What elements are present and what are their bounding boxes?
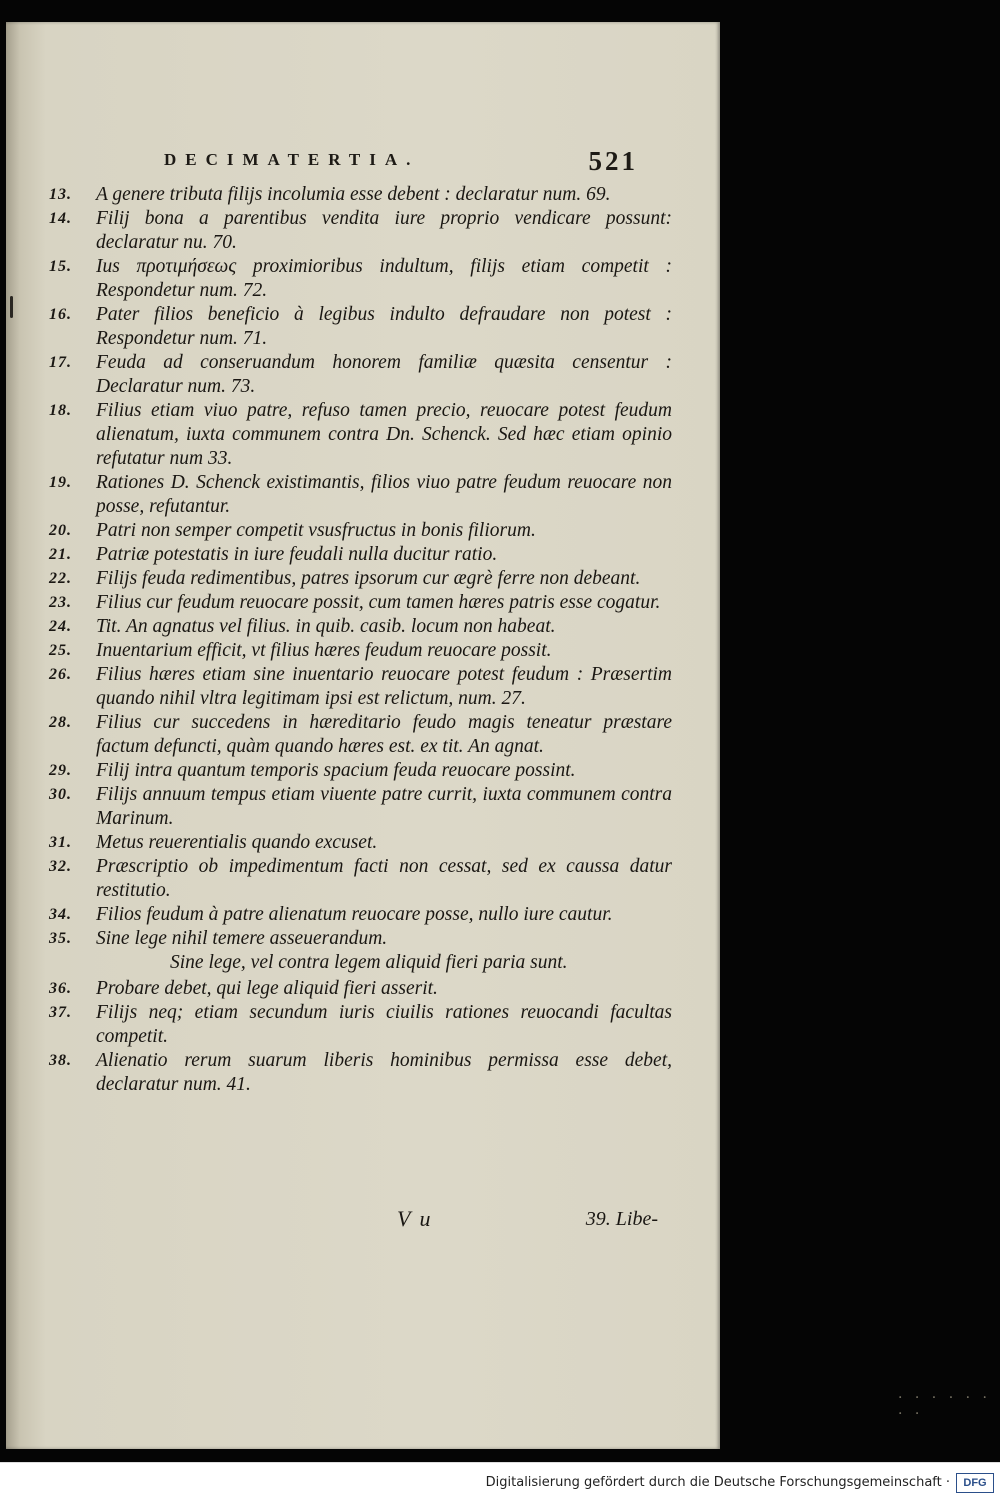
dfg-logo-icon[interactable]: DFG xyxy=(956,1473,994,1493)
entry-number: 29. xyxy=(49,762,72,779)
list-item xyxy=(42,543,672,567)
list-item xyxy=(42,183,672,207)
entry-number: 21. xyxy=(49,546,72,563)
entry-text: Filius etiam viuo patre, refuso tamen precio, reuocare potest feudum alienatum, iuxta communem contra Dn. Schenck. Sed hæc etiam opinio refutatur num 33. xyxy=(96,400,672,469)
catchword: 39. Libe- xyxy=(585,1208,658,1230)
entry-text: Rationes D. Schenck existimantis, filios viuo patre feudum reuocare non posse, refutantur. xyxy=(96,472,672,517)
entry-number: 16. xyxy=(49,306,72,323)
list-item xyxy=(42,567,672,591)
list-item xyxy=(42,1049,672,1097)
page-number: 521 xyxy=(588,146,638,176)
entry-text: Ius προτιμήσεως proximioribus indultum, filijs etiam competit : Respondetur num. 72. xyxy=(96,256,672,301)
entry-text: Patri non semper competit vsusfructus in bonis filiorum. xyxy=(96,520,536,541)
entry-text: Filijs neq; etiam secundum iuris ciuilis rationes reuocandi facultas competit. xyxy=(96,1002,672,1047)
running-head-title: DECIMATERTIA. xyxy=(164,150,420,169)
list-item xyxy=(42,663,672,711)
entry-number: 19. xyxy=(49,474,72,491)
list-item xyxy=(42,783,672,831)
list-item xyxy=(42,855,672,903)
entry-number: 32. xyxy=(49,858,72,875)
running-head xyxy=(164,146,638,176)
entry-number: 20. xyxy=(49,522,72,539)
entry-text: Pater filios beneficio à legibus indulto defraudare non potest : Respondetur num. 71. xyxy=(96,304,672,349)
entry-text: Metus reuerentialis quando excuset. xyxy=(96,832,378,853)
entry-number: 28. xyxy=(49,714,72,731)
entry-number: 15. xyxy=(49,258,72,275)
entry-number: 14. xyxy=(49,210,72,227)
summary-list xyxy=(42,183,672,1097)
entry-number: 35. xyxy=(49,930,72,947)
entry-number: 31. xyxy=(49,834,72,851)
list-item xyxy=(42,207,672,255)
entry-text: Filios feudum à patre alienatum reuocare posse, nullo iure cautur. xyxy=(96,904,613,925)
credit-text: Digitalisierung gefördert durch die Deutsche Forschungsgemeinschaft · xyxy=(485,1475,950,1490)
list-item xyxy=(42,711,672,759)
list-item xyxy=(42,1001,672,1049)
margin-mark xyxy=(10,296,13,318)
entry-number: 26. xyxy=(49,666,72,683)
entry-text: Inuentarium efficit, vt filius hæres feudum reuocare possit. xyxy=(96,640,552,661)
list-item-subentry xyxy=(42,951,672,975)
entry-number: 22. xyxy=(49,570,72,587)
entry-number: 13. xyxy=(49,186,72,203)
list-item xyxy=(42,927,672,951)
entry-number: 34. xyxy=(49,906,72,923)
entry-text: Filij intra quantum temporis spacium feuda reuocare possint. xyxy=(96,760,576,781)
list-item xyxy=(42,303,672,351)
page-footer xyxy=(42,1206,658,1236)
entry-number: 37. xyxy=(49,1004,72,1021)
signature-mark: V u xyxy=(397,1206,433,1231)
list-item xyxy=(42,639,672,663)
list-item xyxy=(42,471,672,519)
entry-text: Sine lege nihil temere asseuerandum. xyxy=(96,928,388,949)
entry-text: Alienatio rerum suarum liberis hominibus permissa esse debet, declaratur num. 41. xyxy=(96,1050,672,1095)
entry-text: Præscriptio ob impedimentum facti non cessat, sed ex caussa datur restitutio. xyxy=(96,856,672,901)
entry-text: Tit. An agnatus vel filius. in quib. casib. locum non habeat. xyxy=(96,616,556,637)
entry-text: Filijs feuda redimentibus, patres ipsorum cur ægrè ferre non debeant. xyxy=(96,568,641,589)
entry-text: Patriæ potestatis in iure feudali nulla ducitur ratio. xyxy=(96,544,498,565)
entry-text: A genere tributa filijs incolumia esse debent : declaratur num. 69. xyxy=(96,184,611,205)
decorative-dots: · · · · · · · · xyxy=(898,1390,991,1422)
entry-text: Filijs annuum tempus etiam viuente patre currit, iuxta communem contra Marinum. xyxy=(96,784,672,829)
list-item xyxy=(42,399,672,471)
list-item xyxy=(42,759,672,783)
entry-text: Sine lege, vel contra legem aliquid fieri paria sunt. xyxy=(170,952,568,973)
list-item xyxy=(42,831,672,855)
entry-text: Probare debet, qui lege aliquid fieri asserit. xyxy=(96,978,438,999)
entry-number: 18. xyxy=(49,402,72,419)
entry-number: 36. xyxy=(49,980,72,997)
entry-text: Filius cur feudum reuocare possit, cum tamen hæres patris esse cogatur. xyxy=(96,592,661,613)
entry-number: 23. xyxy=(49,594,72,611)
entry-number: 30. xyxy=(49,786,72,803)
entry-number: 38. xyxy=(49,1052,72,1069)
entry-number: 17. xyxy=(49,354,72,371)
entry-number: 25. xyxy=(49,642,72,659)
list-item xyxy=(42,519,672,543)
entry-text: Filius hæres etiam sine inuentario reuocare potest feudum : Præsertim quando nihil vltra legitimam ipsi est relictum, num. 27. xyxy=(96,664,672,709)
list-item xyxy=(42,903,672,927)
entry-text: Filius cur succedens in hæreditario feudo magis teneatur præstare factum defuncti, quàm quando hæres est. ex tit. An agnat. xyxy=(96,712,672,757)
entry-text: Feuda ad conseruandum honorem familiæ quæsita censentur : Declaratur num. 73. xyxy=(96,352,672,397)
list-item xyxy=(42,351,672,399)
credit-bar xyxy=(0,1462,1000,1500)
entry-text: Filij bona a parentibus vendita iure proprio vendicare possunt: declaratur nu. 70. xyxy=(96,208,672,253)
entry-number xyxy=(42,951,96,975)
list-item xyxy=(42,977,672,1001)
list-item xyxy=(42,615,672,639)
list-item xyxy=(42,591,672,615)
entry-number: 24. xyxy=(49,618,72,635)
list-item xyxy=(42,255,672,303)
